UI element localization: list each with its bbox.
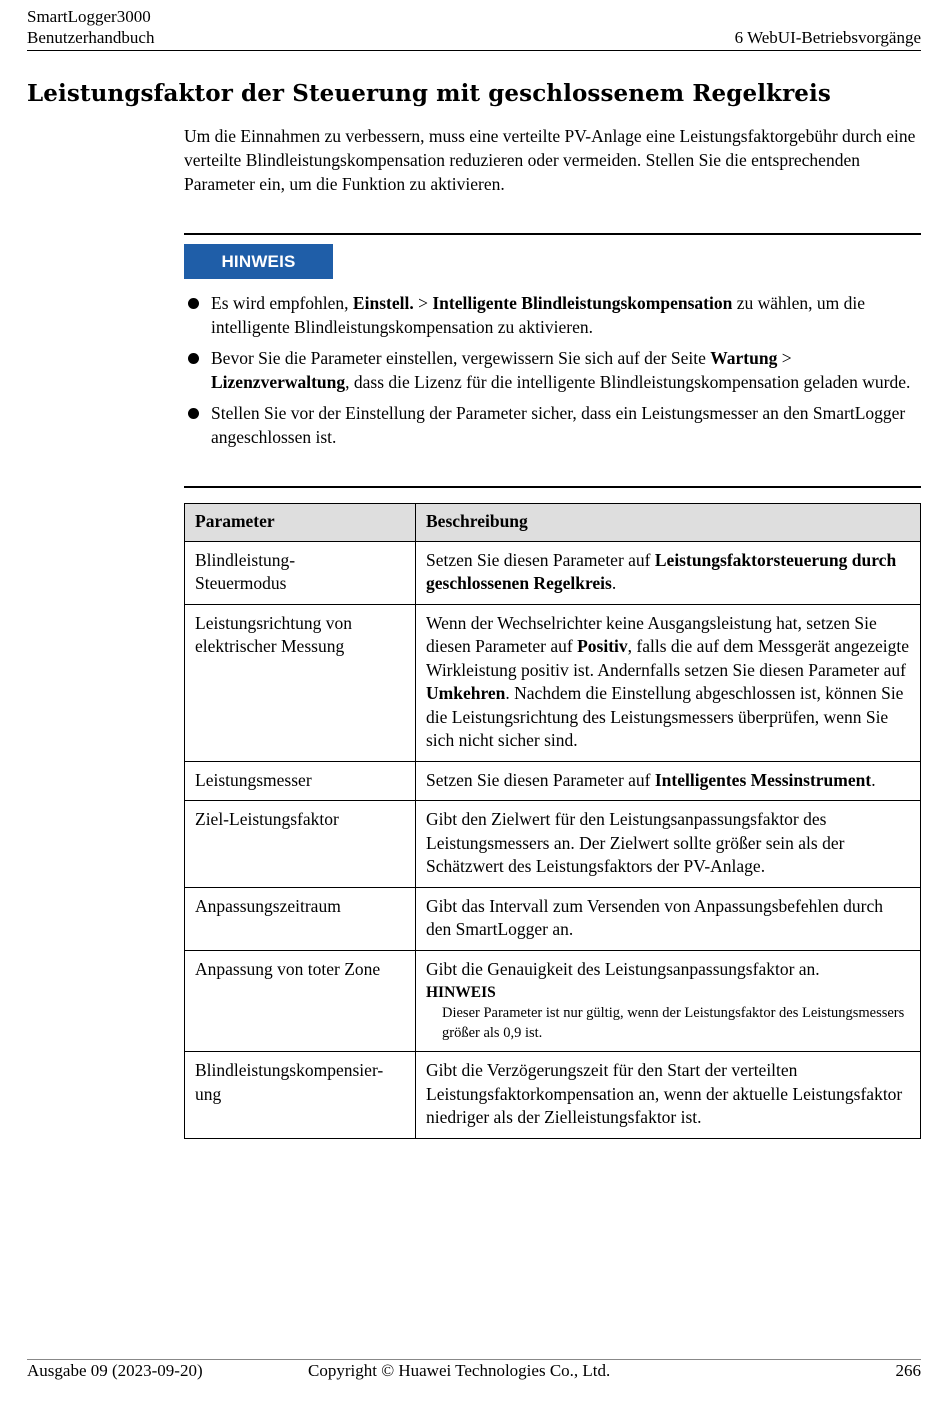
- running-header-left: [27, 6, 154, 48]
- param-name-cell: Leistungsrichtung von elektrischer Messung: [185, 604, 416, 761]
- param-description-cell: Wenn der Wechselrichter keine Ausgangsleistung hat, setzen Sie diesen Parameter auf Positiv, falls die auf dem Messgerät angezeigte Wirkleistung positiv ist. Andernfalls setzen Sie diesen Parameter auf Umkehren. Nachdem die Einstellung abgeschlossen ist, können Sie die Leistungsrichtung des Leistungsmessers überprüfen, wenn Sie sich nicht sicher sind.: [416, 604, 921, 761]
- table-row: [185, 761, 921, 801]
- param-description-cell: Setzen Sie diesen Parameter auf Leistungsfaktorsteuerung durch geschlossenen Regelkreis.: [416, 541, 921, 604]
- note-badge: HINWEIS: [184, 244, 333, 279]
- bullet-icon: [188, 298, 199, 309]
- bullet-icon: [188, 353, 199, 364]
- param-name-cell: Blindleistungskompensier- ung: [185, 1052, 416, 1139]
- manual-name: Benutzerhandbuch: [27, 28, 155, 47]
- param-description-cell: Setzen Sie diesen Parameter auf Intelligentes Messinstrument.: [416, 761, 921, 801]
- bullet-icon: [188, 408, 199, 419]
- table-row: [185, 887, 921, 950]
- note-item: Stellen Sie vor der Einstellung der Parameter sicher, dass ein Leistungsmesser an den SmartLogger angeschlossen ist.: [184, 401, 919, 449]
- table-header-row: [185, 504, 921, 542]
- table-row: [185, 801, 921, 888]
- column-header-parameter: Parameter: [185, 504, 416, 542]
- table-row: [185, 604, 921, 761]
- param-name-cell: Ziel-Leistungsfaktor: [185, 801, 416, 888]
- note-bottom-rule: [184, 486, 921, 488]
- product-name: SmartLogger3000: [27, 7, 151, 26]
- note-item: Es wird empfohlen, Einstell. > Intelligente Blindleistungskompensation zu wählen, um die intelligente Blindleistungskompensation zu aktivieren.: [184, 291, 919, 339]
- param-description-cell: Gibt das Intervall zum Versenden von Anpassungsbefehlen durch den SmartLogger an.: [416, 887, 921, 950]
- header-divider: [27, 50, 921, 51]
- parameter-table: [184, 503, 921, 1139]
- chapter-title: 6 WebUI-Betriebsvorgänge: [734, 28, 921, 47]
- param-name-cell: Anpassung von toter Zone: [185, 950, 416, 1052]
- param-name-cell: Leistungsmesser: [185, 761, 416, 801]
- note-top-rule: [184, 233, 921, 235]
- table-row: [185, 950, 921, 1052]
- inline-note-text: Dieser Parameter ist nur gültig, wenn der Leistungsfaktor des Leistungsmessers größer als 0,9 ist.: [442, 1005, 905, 1041]
- footer-divider: [27, 1359, 921, 1360]
- table-row: [185, 1052, 921, 1139]
- copyright-notice: Copyright © Huawei Technologies Co., Ltd.: [308, 1361, 611, 1380]
- param-name-cell: Anpassungszeitraum: [185, 887, 416, 950]
- param-description-cell: Gibt die Genauigkeit des Leistungsanpassungsfaktor an. HINWEIS Dieser Parameter ist nur gültig, wenn der Leistungsfaktor des Leistungsmessers größer als 0,9 ist.: [416, 950, 921, 1052]
- param-description-cell: Gibt die Verzögerungszeit für den Start der verteilten Leistungsfaktorkompensation an, wenn der aktuelle Leistungsfaktor niedriger als der Zielleistungsfaktor ist.: [416, 1052, 921, 1139]
- table-row: [185, 541, 921, 604]
- param-description-cell: Gibt den Zielwert für den Leistungsanpassungsfaktor des Leistungsmessers an. Der Zielwert sollte größer sein als der Schätzwert des Leistungsfaktors der PV-Anlage.: [416, 801, 921, 888]
- inline-note-title: HINWEIS: [426, 984, 496, 1001]
- page-number: 266: [895, 1361, 921, 1380]
- note-list: [184, 291, 919, 456]
- intro-paragraph: Um die Einnahmen zu verbessern, muss eine verteilte PV-Anlage eine Leistungsfaktorgebühr durch eine verteilte Blindleistungskompensation reduzieren oder vermeiden. Stellen Sie die entsprechenden Parameter ein, um die Funktion zu aktivieren.: [184, 126, 916, 194]
- param-name-cell: Blindleistung- Steuermodus: [185, 541, 416, 604]
- edition-info: Ausgabe 09 (2023-09-20): [27, 1361, 203, 1380]
- note-item: Bevor Sie die Parameter einstellen, vergewissern Sie sich auf der Seite Wartung > Lizenzverwaltung, dass die Lizenz für die intelligente Blindleistungskompensation geladen wurde.: [184, 346, 919, 394]
- column-header-description: Beschreibung: [416, 504, 921, 542]
- section-title: Leistungsfaktor der Steuerung mit geschlossenem Regelkreis: [27, 80, 831, 107]
